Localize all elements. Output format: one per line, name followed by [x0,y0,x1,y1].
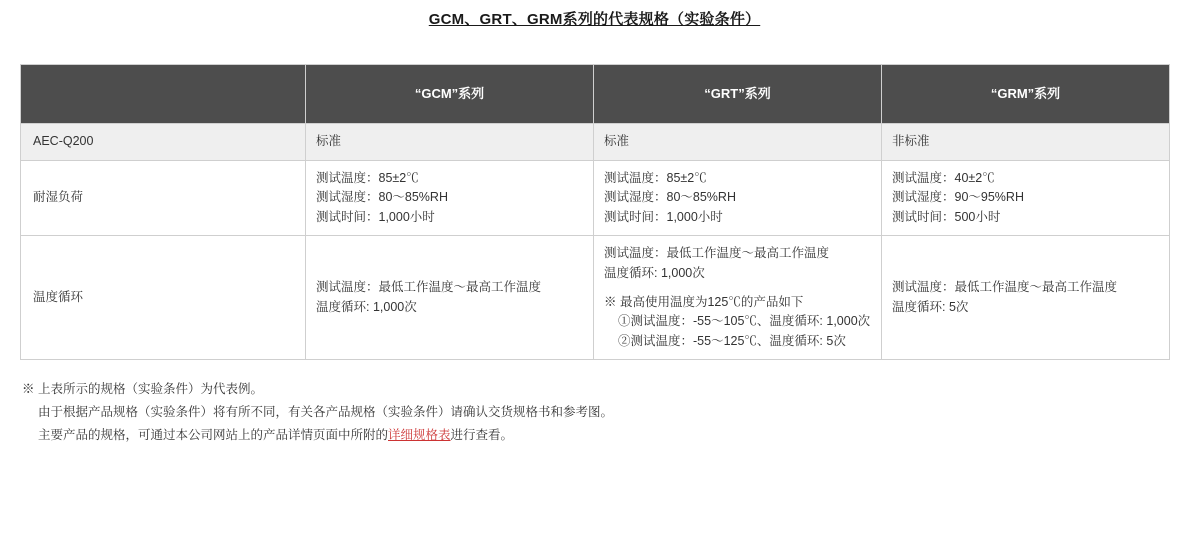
cell-aec-grt [594,124,882,161]
cell-sub-note: ①测试温度：-55〜105℃、温度循环: 1,000次 [618,314,871,329]
table-row [21,161,1170,236]
column-header-gcm: “GCM”系列 [306,65,594,124]
cell-text: 测试时间：500小时 [892,209,1001,224]
cell-text: 测试湿度：80〜85%RH [316,190,448,205]
cell-aec-gcm [306,124,594,161]
column-header-grt: “GRT”系列 [594,65,882,124]
row-label-humidity-load: 耐湿负荷 [21,161,306,236]
cell-text: 测试湿度：80〜85%RH [604,190,736,205]
table-header-row [21,65,1170,124]
cell-aec-grm [882,124,1170,161]
column-header-grm: “GRM”系列 [882,65,1170,124]
footnote-line-3 [22,424,1167,447]
cell-text: 测试温度：40±2℃ [892,171,995,185]
cell-text: 测试温度：85±2℃ [604,171,707,185]
cell-text: 测试温度：最低工作温度〜最高工作温度 [604,246,830,261]
cell-tempcycle-grt [594,236,882,360]
footnotes [22,378,1167,447]
cell-text: 温度循环: 1,000次 [316,299,417,314]
footnote-text-after: 进行查看。 [450,428,514,443]
spacer [604,283,871,293]
cell-humidity-gcm [306,161,594,236]
table-body [21,124,1170,360]
cell-text: 测试时间：1,000小时 [604,209,723,224]
footnote-line-1: ※ 上表所示的规格（实验条件）为代表例。 [22,382,263,396]
cell-text: 温度循环: 5次 [892,299,969,314]
spec-table [20,64,1170,360]
cell-text: 非标准 [892,134,930,149]
cell-text: 测试时间：1,000小时 [316,209,435,224]
cell-tempcycle-gcm [306,236,594,360]
footnote-line-2: 由于根据产品规格（实验条件）将有所不同，有关各产品规格（实验条件）请确认交货规格书和参考图。 [38,405,614,420]
spec-table-container [20,64,1169,360]
cell-text: 温度循环: 1,000次 [604,265,705,280]
cell-text: 测试湿度：90〜95%RH [892,190,1024,205]
detailed-spec-table-link[interactable]: 详细规格表 [388,428,451,443]
cell-note: ※ 最高使用温度为125℃的产品如下 [604,294,804,309]
cell-humidity-grt [594,161,882,236]
row-label-temperature-cycle: 温度循环 [21,236,306,360]
cell-tempcycle-grm [882,236,1170,360]
cell-text: 标准 [316,134,342,149]
table-row [21,236,1170,360]
row-label-aec-q200: AEC-Q200 [21,124,306,161]
table-header [21,65,1170,124]
cell-text: 测试温度：最低工作温度〜最高工作温度 [892,280,1118,295]
cell-text: 测试温度：最低工作温度〜最高工作温度 [316,280,542,295]
table-row [21,124,1170,161]
cell-text: 标准 [604,134,630,149]
column-header-blank [21,65,306,124]
footnote-text-before: 主要产品的规格，可通过本公司网站上的产品详情页面中所附的 [38,428,389,443]
cell-sub-note: ②测试温度：-55〜125℃、温度循环: 5次 [618,333,846,348]
cell-text: 测试温度：85±2℃ [316,171,419,185]
cell-humidity-grm [882,161,1170,236]
page-title: GCM、GRT、GRM系列的代表规格（实验条件） [428,11,761,28]
